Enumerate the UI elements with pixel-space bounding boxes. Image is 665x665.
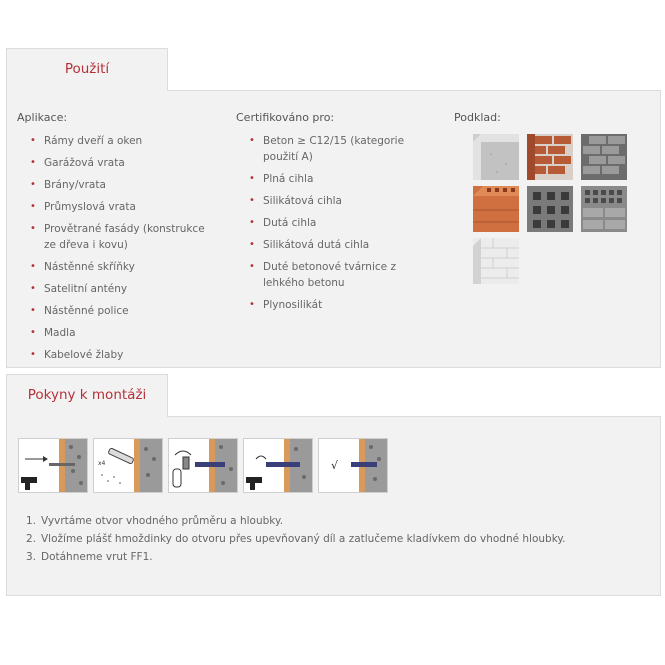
list-item: • Madla xyxy=(30,325,210,341)
list-item: • Silikátová dutá cihla xyxy=(249,237,431,253)
list-item: • Plynosilikát xyxy=(249,297,431,313)
step-4-screw-image xyxy=(243,438,313,493)
tab-installation-label: Pokyny k montáži xyxy=(27,387,147,403)
step-text: Vyvrtáme otvor vhodného průměru a hloubky. xyxy=(41,515,284,527)
step-number: 1. xyxy=(26,515,37,527)
applications-title: Aplikace: xyxy=(17,111,68,124)
list-item: • Plná cihla xyxy=(249,171,431,187)
step-2-repeat-label: x4 xyxy=(98,460,106,467)
applications-list xyxy=(30,133,210,369)
step-5-check-label: √ xyxy=(331,459,339,472)
step-number: 3. xyxy=(26,551,37,563)
tab-usage[interactable] xyxy=(6,48,168,91)
tab-installation[interactable] xyxy=(6,374,168,417)
list-item: • Silikátová cihla xyxy=(249,193,431,209)
step-3-hammer-image xyxy=(168,438,238,493)
list-item: • Kabelové žlaby xyxy=(30,347,210,363)
list-item: • Průmyslová vrata xyxy=(30,199,210,215)
list-item: • Nástěnné skříňky xyxy=(30,259,210,275)
step-1-drill-image xyxy=(18,438,88,493)
list-item: • Dutá cihla xyxy=(249,215,431,231)
hollow-concrete-block-icon xyxy=(527,186,573,232)
substrate-title: Podklad: xyxy=(454,111,501,124)
aerated-concrete-icon xyxy=(473,238,519,284)
certified-title: Certifikováno pro: xyxy=(236,111,335,124)
list-item: • Provětrané fasády (konstrukce ze dřeva i kovu) xyxy=(30,221,210,253)
certified-list xyxy=(249,133,431,319)
list-item: • Satelitní antény xyxy=(30,281,210,297)
list-item xyxy=(26,530,565,548)
list-item: • Nástěnné police xyxy=(30,303,210,319)
list-item xyxy=(26,548,565,566)
list-item: • Beton ≥ C12/15 (kategorie použití A) xyxy=(249,133,431,165)
step-2-clean-image xyxy=(93,438,163,493)
silicate-hollow-brick-icon xyxy=(581,186,627,232)
step-text: Dotáhneme vrut FF1. xyxy=(41,551,153,563)
list-item: • Brány/vrata xyxy=(30,177,210,193)
list-item: • Rámy dveří a oken xyxy=(30,133,210,149)
list-item: • Duté betonové tvárnice z lehkého betonu xyxy=(249,259,431,291)
step-number: 2. xyxy=(26,533,37,545)
hollow-brick-icon xyxy=(473,186,519,232)
tab-usage-label: Použití xyxy=(64,61,110,77)
step-5-done-image xyxy=(318,438,388,493)
silicate-brick-icon xyxy=(581,134,627,180)
step-text: Vložíme plášť hmoždinky do otvoru přes upevňovaný díl a zatlučeme kladívkem do vhodné hloubky. xyxy=(41,533,566,545)
list-item xyxy=(26,512,565,530)
solid-brick-icon xyxy=(527,134,573,180)
concrete-icon xyxy=(473,134,519,180)
list-item: • Garážová vrata xyxy=(30,155,210,171)
instructions-list xyxy=(26,512,565,566)
